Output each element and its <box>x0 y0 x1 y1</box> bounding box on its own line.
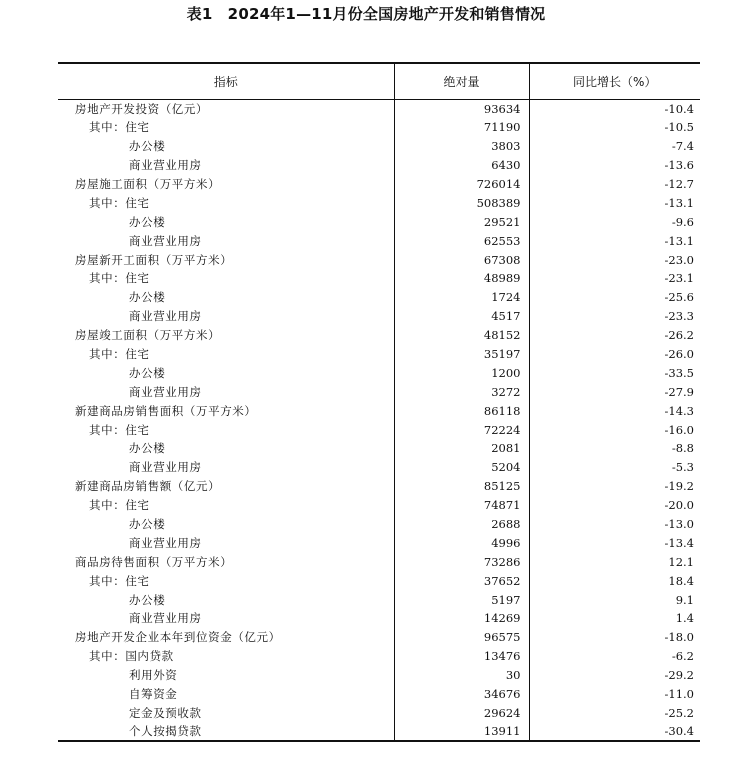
data-table-container <box>58 62 700 742</box>
indicator-cell <box>58 685 394 704</box>
absolute-value-cell: 73286 <box>394 552 529 571</box>
indicator-label: 住宅 <box>125 347 150 362</box>
table-row <box>58 345 700 364</box>
absolute-value-cell: 1724 <box>394 288 529 307</box>
table-row <box>58 99 700 118</box>
absolute-value-cell: 67308 <box>394 250 529 269</box>
table-row <box>58 496 700 515</box>
table-row <box>58 685 700 704</box>
absolute-value-cell: 6430 <box>394 156 529 175</box>
indicator-label: 定金及预收款 <box>129 705 202 720</box>
subitem-prefix: 其中： <box>89 649 126 664</box>
indicator-label: 住宅 <box>125 271 150 286</box>
table-row <box>58 212 700 231</box>
indicator-label: 新建商品房销售面积（万平方米） <box>75 403 257 418</box>
absolute-value-cell: 13911 <box>394 722 529 741</box>
indicator-label: 商业营业用房 <box>129 309 202 324</box>
subitem-prefix: 其中： <box>89 271 126 286</box>
table-row <box>58 269 700 288</box>
subitem-prefix: 其中： <box>89 195 126 210</box>
subitem-prefix: 其中： <box>89 422 126 437</box>
table-row <box>58 477 700 496</box>
indicator-label: 住宅 <box>125 422 150 437</box>
table-row <box>58 552 700 571</box>
yoy-growth-cell: 18.4 <box>668 573 694 588</box>
yoy-growth-cell: -12.7 <box>664 177 694 191</box>
absolute-value-cell: 30 <box>394 666 529 685</box>
absolute-value-cell: 93634 <box>394 99 529 118</box>
indicator-cell <box>58 609 394 628</box>
table-row <box>58 137 700 156</box>
absolute-value-cell: 14269 <box>394 609 529 628</box>
yoy-growth-cell: -11.0 <box>664 687 694 702</box>
indicator-label: 办公楼 <box>129 365 166 380</box>
yoy-growth-cell: -25.6 <box>664 290 694 305</box>
indicator-cell <box>58 533 394 552</box>
subitem-prefix: 其中： <box>89 498 126 513</box>
table-row <box>58 666 700 685</box>
absolute-value-cell: 71190 <box>394 118 529 137</box>
indicator-cell <box>58 647 394 666</box>
absolute-value-cell: 72224 <box>394 420 529 439</box>
table-body <box>58 99 700 741</box>
yoy-growth-cell: -25.2 <box>664 705 694 720</box>
absolute-value-cell: 34676 <box>394 685 529 704</box>
table-row <box>58 420 700 439</box>
indicator-cell <box>58 250 394 269</box>
indicator-label: 自筹资金 <box>129 687 178 702</box>
table-row <box>58 571 700 590</box>
yoy-growth-cell: -27.9 <box>664 384 694 399</box>
indicator-label: 办公楼 <box>129 139 166 154</box>
indicator-cell <box>58 326 394 345</box>
indicator-label: 住宅 <box>125 573 150 588</box>
header-yoy: 同比增长（%） <box>529 63 700 99</box>
indicator-cell <box>58 118 394 137</box>
absolute-value-cell: 74871 <box>394 496 529 515</box>
table-row <box>58 118 700 137</box>
absolute-value-cell: 29624 <box>394 704 529 723</box>
indicator-cell <box>58 628 394 647</box>
indicator-label: 办公楼 <box>129 214 166 229</box>
indicator-cell <box>58 704 394 723</box>
indicator-label: 新建商品房销售额（亿元） <box>75 479 221 494</box>
table-row <box>58 647 700 666</box>
yoy-growth-cell: -7.4 <box>671 139 694 154</box>
indicator-cell <box>58 363 394 382</box>
table-row <box>58 722 700 741</box>
yoy-growth-cell: -10.4 <box>664 101 694 116</box>
absolute-value-cell: 4996 <box>394 533 529 552</box>
indicator-cell <box>58 401 394 420</box>
yoy-growth-cell: -8.8 <box>671 441 694 456</box>
yoy-growth-cell: -23.1 <box>664 271 694 286</box>
absolute-value-cell: 5197 <box>394 590 529 609</box>
indicator-cell <box>58 288 394 307</box>
indicator-label: 住宅 <box>125 120 150 135</box>
table-row <box>58 439 700 458</box>
indicator-label: 住宅 <box>125 498 150 513</box>
indicator-cell <box>58 269 394 288</box>
yoy-growth-cell: -13.1 <box>664 195 694 210</box>
indicator-cell <box>58 439 394 458</box>
indicator-label: 商品房待售面积（万平方米） <box>75 554 233 569</box>
yoy-growth-cell: 9.1 <box>675 592 694 607</box>
absolute-value-cell: 5204 <box>394 458 529 477</box>
table-row <box>58 250 700 269</box>
yoy-growth-cell: -5.3 <box>671 460 694 475</box>
absolute-value-cell: 2081 <box>394 439 529 458</box>
absolute-value-cell: 29521 <box>394 212 529 231</box>
yoy-growth-cell: -13.0 <box>664 517 694 532</box>
indicator-label: 房地产开发企业本年到位资金（亿元） <box>75 630 281 645</box>
table-row <box>58 533 700 552</box>
yoy-growth-cell: -30.4 <box>529 722 700 741</box>
absolute-value-cell: 3803 <box>394 137 529 156</box>
absolute-value-cell: 37652 <box>394 571 529 590</box>
yoy-growth-cell: -20.0 <box>664 498 694 513</box>
absolute-value-cell: 48152 <box>394 326 529 345</box>
yoy-growth-cell: -33.5 <box>664 365 694 380</box>
absolute-value-cell: 85125 <box>394 477 529 496</box>
table-row <box>58 704 700 723</box>
indicator-cell <box>58 307 394 326</box>
indicator-label: 商业营业用房 <box>129 611 202 626</box>
indicator-cell <box>58 345 394 364</box>
data-table <box>58 62 700 742</box>
indicator-label: 办公楼 <box>129 592 166 607</box>
subitem-prefix: 其中： <box>89 347 126 362</box>
indicator-label: 商业营业用房 <box>129 535 202 550</box>
indicator-cell <box>58 552 394 571</box>
indicator-label: 商业营业用房 <box>129 233 202 248</box>
table-row <box>58 628 700 647</box>
header-absolute: 绝对量 <box>394 63 529 99</box>
header-indicator: 指标 <box>58 63 394 99</box>
table-title: 表1 2024年1—11月份全国房地产开发和销售情况 <box>186 5 546 23</box>
yoy-growth-cell: -10.5 <box>664 120 694 135</box>
absolute-value-cell: 4517 <box>394 307 529 326</box>
indicator-cell <box>58 99 394 118</box>
absolute-value-cell: 48989 <box>394 269 529 288</box>
indicator-cell <box>58 722 394 741</box>
absolute-value-cell: 2688 <box>394 515 529 534</box>
yoy-growth-cell: 12.1 <box>668 554 694 569</box>
indicator-label: 办公楼 <box>129 441 166 456</box>
yoy-growth-cell: -26.0 <box>664 347 694 362</box>
yoy-growth-cell: -13.6 <box>664 158 694 173</box>
yoy-growth-cell: -6.2 <box>671 649 694 664</box>
indicator-label: 房地产开发投资（亿元） <box>75 101 209 116</box>
indicator-cell <box>58 382 394 401</box>
absolute-value-cell: 96575 <box>394 628 529 647</box>
table-row <box>58 326 700 345</box>
absolute-value-cell: 726014 <box>394 175 529 194</box>
yoy-growth-cell: -16.0 <box>664 422 694 437</box>
yoy-growth-cell: -23.3 <box>664 309 694 324</box>
indicator-cell <box>58 193 394 212</box>
table-row <box>58 401 700 420</box>
indicator-label: 办公楼 <box>129 517 166 532</box>
indicator-label: 国内贷款 <box>125 649 174 664</box>
table-row <box>58 382 700 401</box>
table-row <box>58 231 700 250</box>
table-row <box>58 307 700 326</box>
indicator-label: 商业营业用房 <box>129 158 202 173</box>
yoy-growth-cell: -9.6 <box>671 214 694 229</box>
table-header <box>58 63 700 99</box>
yoy-growth-cell: -14.3 <box>664 403 694 418</box>
indicator-label: 个人按揭贷款 <box>129 724 202 739</box>
table-row <box>58 156 700 175</box>
indicator-cell <box>58 666 394 685</box>
indicator-cell <box>58 515 394 534</box>
indicator-label: 商业营业用房 <box>129 460 202 475</box>
indicator-cell <box>58 231 394 250</box>
table-row <box>58 363 700 382</box>
indicator-cell <box>58 156 394 175</box>
indicator-label: 利用外资 <box>129 668 178 683</box>
indicator-label: 住宅 <box>125 195 150 210</box>
yoy-growth-cell: -13.4 <box>664 535 694 550</box>
yoy-growth-cell: -18.0 <box>664 630 694 645</box>
indicator-cell <box>58 175 394 194</box>
indicator-label: 办公楼 <box>129 290 166 305</box>
table-row <box>58 175 700 194</box>
indicator-label: 房屋施工面积（万平方米） <box>75 177 221 191</box>
indicator-label: 商业营业用房 <box>129 384 202 399</box>
yoy-growth-cell: -13.1 <box>664 233 694 248</box>
yoy-growth-cell: -19.2 <box>664 479 694 494</box>
indicator-cell <box>58 212 394 231</box>
header-row <box>58 63 700 99</box>
indicator-cell <box>58 477 394 496</box>
absolute-value-cell: 508389 <box>394 193 529 212</box>
table-row <box>58 590 700 609</box>
indicator-cell <box>58 137 394 156</box>
yoy-growth-cell: -26.2 <box>664 328 694 343</box>
absolute-value-cell: 86118 <box>394 401 529 420</box>
indicator-cell <box>58 458 394 477</box>
absolute-value-cell: 3272 <box>394 382 529 401</box>
absolute-value-cell: 1200 <box>394 363 529 382</box>
indicator-cell <box>58 571 394 590</box>
indicator-label: 房屋竣工面积（万平方米） <box>75 328 221 343</box>
table-row <box>58 288 700 307</box>
table-row <box>58 458 700 477</box>
absolute-value-cell: 35197 <box>394 345 529 364</box>
yoy-growth-cell: -23.0 <box>664 252 694 267</box>
absolute-value-cell: 13476 <box>394 647 529 666</box>
yoy-growth-cell: -29.2 <box>664 668 694 683</box>
absolute-value-cell: 62553 <box>394 231 529 250</box>
indicator-cell <box>58 590 394 609</box>
indicator-cell <box>58 496 394 515</box>
yoy-growth-cell: 1.4 <box>675 611 694 626</box>
subitem-prefix: 其中： <box>89 573 126 588</box>
subitem-prefix: 其中： <box>89 120 126 135</box>
indicator-cell <box>58 420 394 439</box>
table-row <box>58 515 700 534</box>
table-row <box>58 609 700 628</box>
indicator-label: 房屋新开工面积（万平方米） <box>75 252 233 267</box>
table-row <box>58 193 700 212</box>
